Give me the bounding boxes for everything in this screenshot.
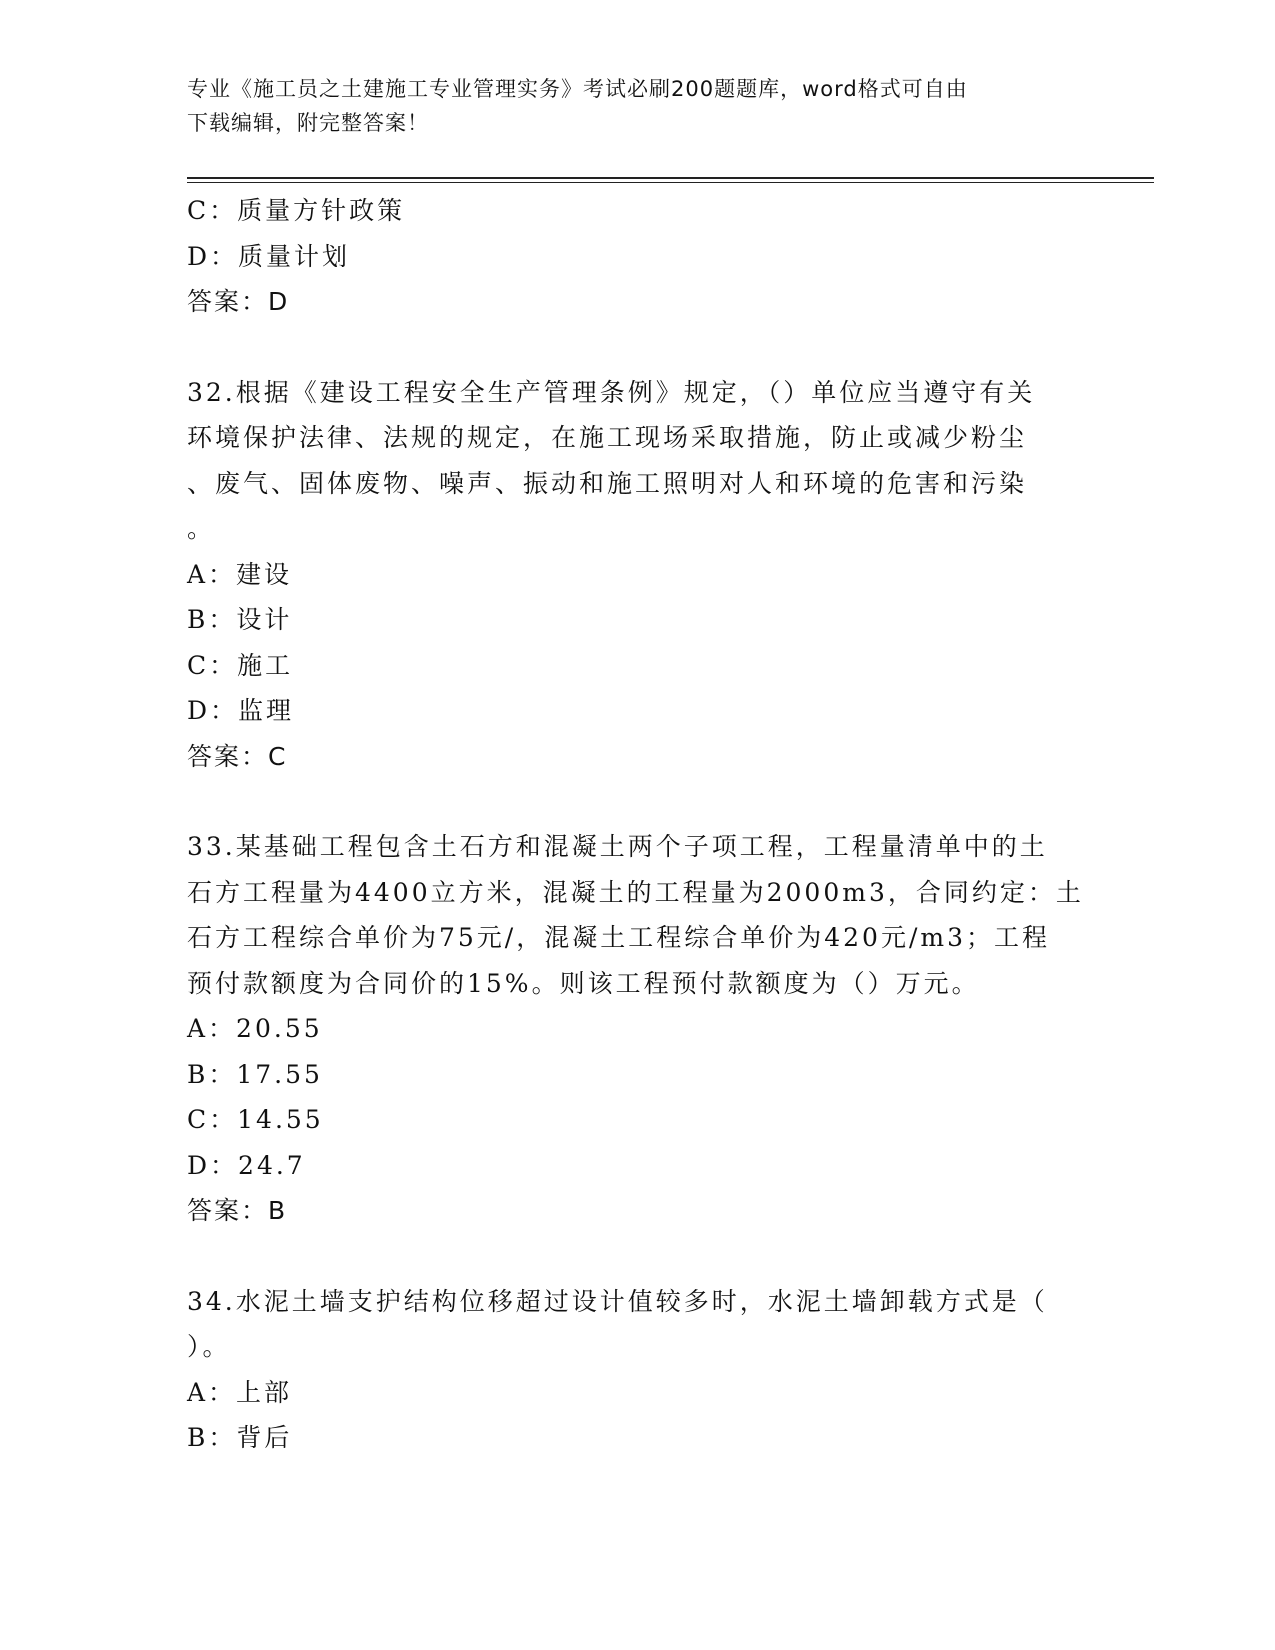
question-text-line: 33.某基础工程包含土石方和混凝土两个子项工程，工程量清单中的土: [187, 832, 1048, 861]
option-d: D：24.7: [187, 1150, 306, 1180]
spacer: [187, 1234, 1087, 1279]
answer: 答案：D: [187, 287, 290, 316]
question-34: [187, 1279, 1087, 1461]
question-text-line: 32.根据《建设工程安全生产管理条例》规定，（）单位应当遵守有关: [187, 377, 1036, 407]
question-text-line: 环境保护法律、法规的规定，在施工现场采取措施，防止或减少粉尘: [187, 423, 1028, 452]
option-a: A：上部: [187, 1377, 293, 1407]
question-content: [187, 188, 1087, 1461]
question-text-line: 预付款额度为合同价的15%。则该工程预付款额度为（）万元。: [187, 968, 980, 998]
option-c: C：施工: [187, 650, 294, 680]
question-32: [187, 370, 1087, 780]
option-a: A：20.55: [187, 1014, 323, 1043]
question-text-line: 石方工程综合单价为75元/，混凝土工程综合单价为420元/m3；工程: [187, 923, 1050, 952]
answer: 答案：B: [187, 1196, 288, 1225]
question-text-line: 、废气、固体废物、噪声、振动和施工照明对人和环境的危害和污染: [187, 468, 1028, 498]
header-line-1: 专业《施工员之土建施工专业管理实务》考试必刷200题题库，word格式可自由: [187, 77, 968, 101]
header-line-2: 下载编辑，附完整答案！: [187, 111, 429, 135]
document-header: [187, 72, 1087, 140]
question-text-line: 。: [187, 514, 216, 543]
spacer: [187, 325, 1087, 370]
option-b: B：17.55: [187, 1059, 323, 1089]
question-text-line: ）。: [187, 1332, 231, 1361]
question-33: [187, 824, 1087, 1234]
answer: 答案：C: [187, 741, 288, 771]
option-c: C：14.55: [187, 1105, 324, 1134]
option-c: C：质量方针政策: [187, 196, 406, 225]
header-divider-thick: [187, 177, 1154, 179]
option-b: B：背后: [187, 1423, 293, 1452]
question-text-line: 34.水泥土墙支护结构位移超过设计值较多时，水泥土墙卸载方式是（: [187, 1286, 1048, 1316]
option-b: B：设计: [187, 605, 293, 634]
option-d: D：监理: [187, 696, 295, 725]
header-divider-thin: [187, 182, 1154, 183]
option-d: D：质量计划: [187, 241, 351, 271]
option-a: A：建设: [187, 559, 293, 589]
question-text-line: 石方工程量为4400立方米，混凝土的工程量为2000m3，合同约定：土: [187, 877, 1084, 907]
question-31-tail: [187, 188, 1087, 325]
spacer: [187, 779, 1087, 824]
